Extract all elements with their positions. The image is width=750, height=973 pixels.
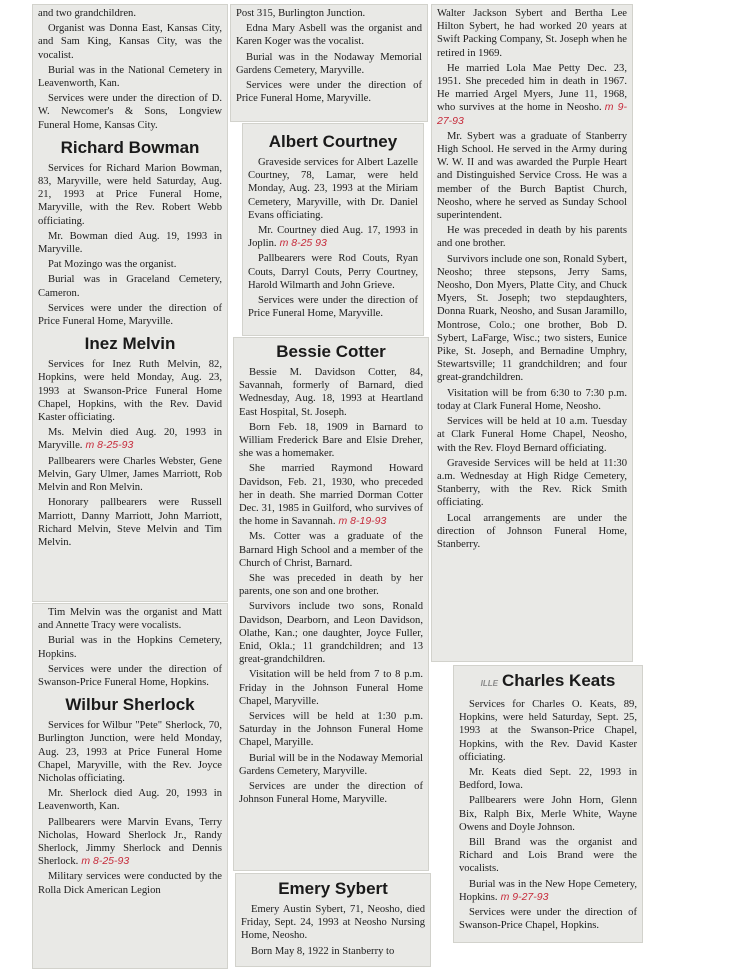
obituary-heading: Charles Keats <box>501 671 616 690</box>
text-paragraph: Local arrangements are under the direction of Johnson Funeral Home, Stanberry. <box>437 512 627 550</box>
clipping-keats <box>454 666 642 942</box>
text-paragraph: Military services were conducted by the Rolla Dick American Legion <box>38 871 222 896</box>
obituary-heading: Richard Bowman <box>60 137 200 157</box>
obituary-heading: Emery Sybert <box>278 879 388 898</box>
text-paragraph: Bill Brand was the organist and Richard and Lois Brand were the vocalists. <box>459 837 637 875</box>
text-paragraph: Services will be held at 10 a.m. Tuesday at Clark Funeral Home Chapel, Neosho, with the Rev. Floyd Bernard officiating. <box>437 416 627 454</box>
handwritten-date: m 9-27-93 <box>500 890 549 903</box>
text-paragraph: and two grandchildren. <box>38 8 136 19</box>
text-paragraph: Emery Austin Sybert, 71, Neosho, died Friday, Sept. 24, 1993 at Neosho Nursing Home, Neosho. <box>241 904 425 942</box>
text-paragraph: Burial was in the Nodaway Memorial Gardens Cemetery, Maryville. <box>236 51 422 76</box>
handwritten-date: m 8-25-93 <box>85 439 134 452</box>
text-paragraph <box>459 878 637 904</box>
clipping-courtney <box>243 124 423 335</box>
text-paragraph: Pallbearers were Charles Webster, Gene Melvin, Gary Ulmer, James Marriott, Rob Melvin and Ron Melvin. <box>38 455 222 494</box>
text-paragraph: Burial was in the Hopkins Cemetery, Hopkins. <box>38 635 222 660</box>
text-paragraph: Burial was in the National Cemetery in Leavenworth, Kan. <box>38 64 222 90</box>
text-paragraph: Mr. Keats died Sept. 22, 1993 in Bedford, Iowa. <box>459 767 637 792</box>
text-paragraph: Graveside Services will be held at 11:30 a.m. Wednesday at High Ridge Cemetery, Stanberry, with the Rev. Rick Smith officiating. <box>437 457 627 509</box>
obituary-heading: Wilbur Sherlock <box>65 695 195 715</box>
clipping-sybert-cont <box>432 5 632 661</box>
text-paragraph: Services will be held at 1:30 p.m. Saturday in the Johnson Funeral Home Chapel, Maryille. <box>239 711 423 749</box>
text-span: She married Raymond Howard Davidson, Feb. 21, 1930, who preceded her in death. She married Dorman Cotter Dec. 31, 1985 in Guilford, who survives of the home in Savannah. <box>239 463 423 528</box>
text-paragraph: Services were under the direction of Price Funeral Home, Maryville. <box>236 80 422 105</box>
handwritten-date: m 8-19-93 <box>338 515 387 528</box>
text-paragraph: Mr. Sybert was a graduate of Stanberry High School. He served in the Army during W. W. II and was awarded the Purple Heart and Distinguished Service Cross. He was a member of the Burch Baptist Church, Neosho, where he served as Sunday School superintendent. <box>437 130 627 222</box>
text-span: He married Lola Mae Petty Dec. 23, 1951. She preceded him in death in 1967. He married Argel Myers, June 11, 1968, who survives at the home in Neosho. <box>437 62 627 114</box>
clipping-col2-top <box>231 5 427 121</box>
text-paragraph: She was preceded in death by her parents, one son and one brother. <box>239 573 423 598</box>
text-paragraph: Services for Inez Ruth Melvin, 82, Hopkins, were held Monday, Aug. 23, 1993 at Swanson-Price Funeral Home Chapel, Hopkins, with the Rev. David Kaster officiating. <box>38 359 222 424</box>
text-paragraph: Services for Richard Marion Bowman, 83, Maryville, were held Saturday, Aug. 21, 1993 at Price Funeral Home, Maryville, with the Rev. Robert Webb officiating. <box>38 162 222 227</box>
text-paragraph: Graveside services for Albert Lazelle Courtney, 78, Lamar, were held Monday, Aug. 23, 1993 at the Miriam Cemetery, Maryville, with Dr. Daniel Evans officiating. <box>248 157 418 221</box>
clipping-col1-bottom <box>33 604 227 968</box>
text-paragraph: Services were under the direction of Swanson-Price Chapel, Hopkins. <box>459 907 637 932</box>
text-paragraph: Tim Melvin was the organist and Matt and Annette Tracy were vocalists. <box>38 607 222 632</box>
text-paragraph: Pallbearers were John Horn, Glenn Bix, Ralph Bix, Merle White, Wayne Owens and Doyle Johnson. <box>459 795 637 833</box>
text-paragraph: Services for Wilbur "Pete" Sherlock, 70, Burlington Junction, were held Monday, Aug. 23, 1993 at Price Funeral Home Chapel, Maryville, with the Rev. Joyce Nicholas officiating. <box>38 720 222 785</box>
text-paragraph: Survivors include one son, Ronald Sybert, Neosho; three stepsons, Jerry Sams, Neosho, Don Myers, Platte City, and Chuck Myers, St. Joseph; two stepdaughters, Donna Ruark, Neosho, and Susan Jaramillo, Montrose, Colo.; one brother, Bob D. Sybert, LaFarge, Wisc.; two sisters, Eunice Pike, St. Joseph, and Bernadine Umphry, Stewartsville; 11 grandchildren; and four great-grandchildren. <box>437 253 627 384</box>
text-paragraph: Post 315, Burlington Junction. <box>236 8 366 19</box>
text-span: Ms. Melvin died Aug. 20, 1993 in Maryville. <box>38 427 222 452</box>
text-paragraph: Walter Jackson Sybert and Bertha Lee Hilton Sybert, he had worked 20 years at Swift Packing Company, St. Joseph when he retired in 1969. <box>437 8 627 59</box>
clipping-col1-top <box>33 5 227 601</box>
text-paragraph <box>38 426 222 452</box>
text-paragraph: Services are under the direction of Johnson Funeral Home, Maryville. <box>239 781 423 806</box>
text-paragraph <box>38 816 222 869</box>
text-paragraph: Burial will be in the Nodaway Memorial Gardens Cemetery, Maryville. <box>239 752 423 777</box>
text-paragraph: Services were under the direction of Price Funeral Home, Maryville. <box>38 302 222 328</box>
text-span: Pallbearers were Marvin Evans, Terry Nicholas, Howard Sherlock Jr., Randy Sherlock, Jimmy Sherlock and Dennis Sherlock. <box>38 816 222 868</box>
obituary-heading: Inez Melvin <box>84 334 176 354</box>
text-paragraph: Born May 8, 1922 in Stanberry to <box>251 945 395 957</box>
text-paragraph: Mr. Bowman died Aug. 19, 1993 in Maryville. <box>38 230 222 256</box>
clipping-sybert-start <box>236 874 430 966</box>
handwritten-date: m 8-25 93 <box>279 237 327 250</box>
text-paragraph: Organist was Donna East, Kansas City, and Sam King, Kansas City, was the vocalist. <box>38 23 222 61</box>
handwritten-date: m 8-25-93 <box>81 855 130 868</box>
text-paragraph: Honorary pallbearers were Russell Marriott, Danny Marriott, John Marriott, Richard Melvin, Steve Melvin and Tim Melvin. <box>38 497 222 548</box>
handwritten-date: m 9-27-93 <box>437 101 627 127</box>
obituary-heading-row <box>459 671 637 694</box>
obituary-heading: Bessie Cotter <box>276 342 386 361</box>
text-paragraph: Services were under the direction of D. W. Newcomer's & Sons, Longview Funeral Home, Kansas City. <box>38 93 222 131</box>
text-paragraph: Born Feb. 18, 1909 in Barnard to William Frederick Bare and Elsie Dreher, she was a homemaker. <box>239 421 423 460</box>
text-paragraph <box>437 62 627 128</box>
text-span: Mr. Courtney died Aug. 17, 1993 in Joplin. <box>248 225 418 250</box>
text-paragraph: Services for Charles O. Keats, 89, Hopkins, were held Saturday, Sept. 25, 1993 at the Swanson-Price Chapel, Hopkins, with the Rev. David Kaster officiating. <box>459 699 637 763</box>
text-paragraph: Bessie M. Davidson Cotter, 84, Savannah, formerly of Barnard, died Wednesday, Aug. 18, 1993 at Heartland East Hospital, St. Joseph. <box>239 367 423 418</box>
text-paragraph: Services were under the direction of Swanson-Price Funeral Home, Hopkins. <box>38 663 222 689</box>
text-paragraph: Pallbearers were Rod Couts, Ryan Couts, Darryl Couts, Perry Courtney, Harold Wilmarth and John Grieve. <box>248 253 418 291</box>
text-paragraph: Survivors include two sons, Ronald Davidson, Dearborn, and Leon Davidson, Olathe, Kan.; one daughter, Joyce Fuller, Enid, Okla.; 11 grandchildren; and 13 great-grandchildren. <box>239 601 423 666</box>
stamp-text: ILLE <box>480 679 498 688</box>
text-paragraph <box>248 224 418 250</box>
text-paragraph <box>239 462 423 528</box>
text-paragraph: He was preceded in death by his parents and one brother. <box>437 225 627 250</box>
text-paragraph: Ms. Cotter was a graduate of the Barnard High School and a member of the Church of Christ, Barnard. <box>239 531 423 569</box>
text-span: Burial was in the New Hope Cemetery, Hopkins. <box>459 878 637 903</box>
text-paragraph: Visitation will be from 6:30 to 7:30 p.m. today at Clark Funeral Home, Neosho. <box>437 387 627 412</box>
text-paragraph: Services were under the direction of Price Funeral Home, Maryville. <box>248 295 418 320</box>
obituary-heading: Albert Courtney <box>268 132 398 151</box>
text-paragraph: Edna Mary Asbell was the organist and Karen Koger was the vocalist. <box>236 23 422 48</box>
clipping-cotter <box>234 338 428 870</box>
text-paragraph: Mr. Sherlock died Aug. 20, 1993 in Leavenworth, Kan. <box>38 788 222 813</box>
text-paragraph: Burial was in Graceland Cemetery, Cameron. <box>38 274 222 299</box>
text-paragraph: Pat Mozingo was the organist. <box>48 259 177 271</box>
text-paragraph: Visitation will be held from 7 to 8 p.m. Friday in the Johnson Funeral Home Chapel, Maryville. <box>239 669 423 707</box>
